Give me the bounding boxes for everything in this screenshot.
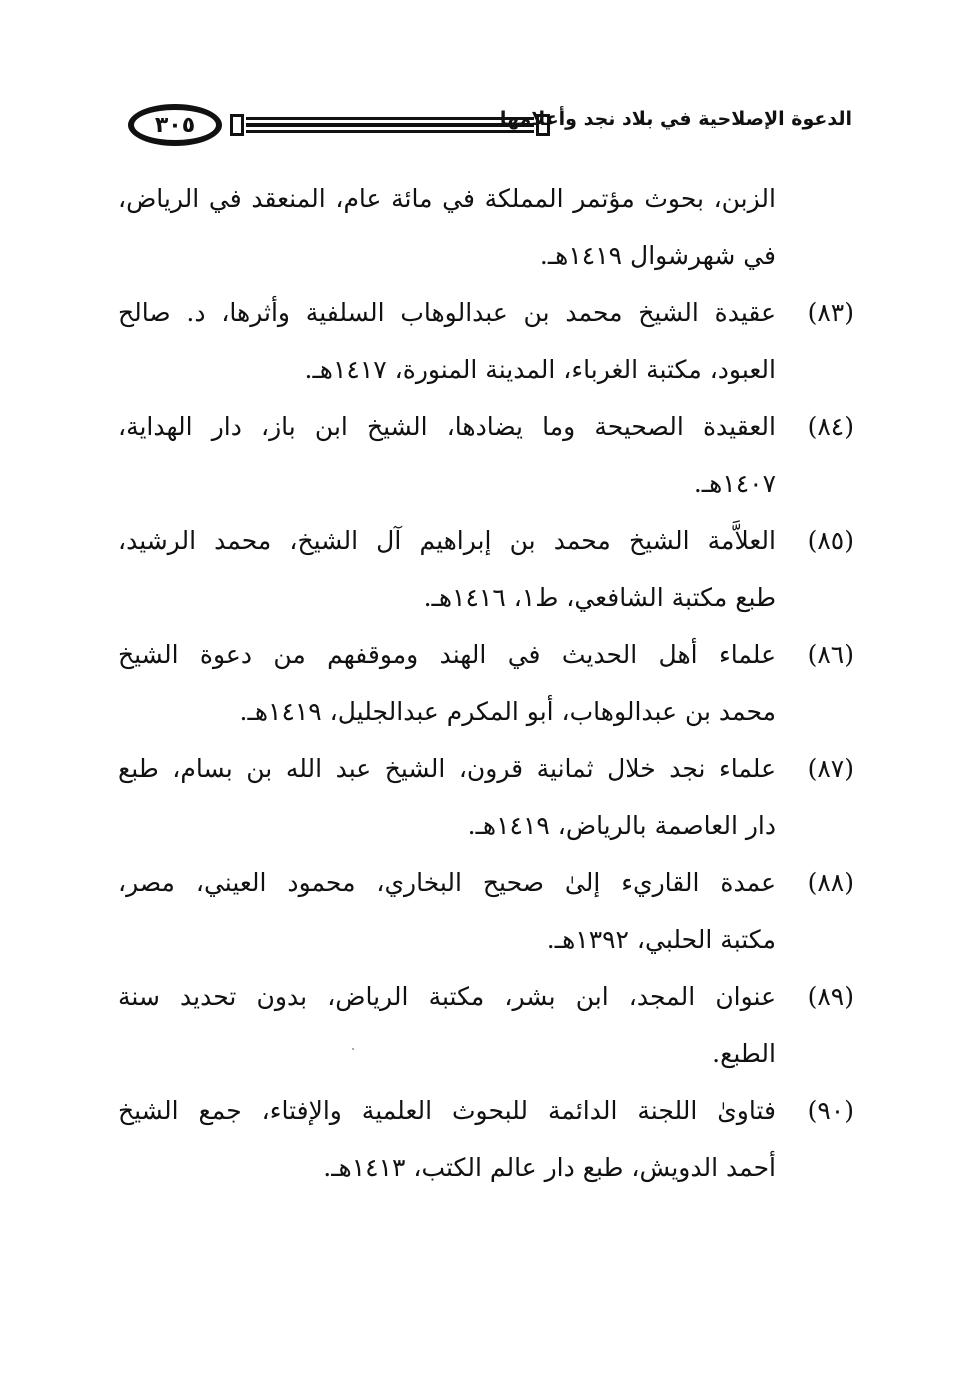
page-header	[118, 96, 852, 156]
entry-number: (٨٨)	[807, 868, 854, 897]
bibliography-entry	[118, 740, 854, 854]
entry-text-line-1: العقيدة الصحيحة وما يضادها، الشيخ ابن باز، دار الهداية،	[118, 412, 776, 441]
entry-text-line-1: عقيدة الشيخ محمد بن عبدالوهاب السلفية وأثرها، د. صالح	[118, 298, 776, 327]
entry-text-line-2: محمد بن عبدالوهاب، أبو المكرم عبدالجليل، ١٤١٩هـ.	[239, 697, 776, 726]
entry-number: (٨٥)	[807, 526, 854, 555]
page-number: ٣٠٥	[128, 104, 222, 146]
entry-text-line-1: عنوان المجد، ابن بشر، مكتبة الرياض، بدون تحديد سنة	[118, 982, 776, 1011]
entry-text-line-1: فتاوىٰ اللجنة الدائمة للبحوث العلمية والإفتاء، جمع الشيخ	[118, 1096, 776, 1125]
entry-text-line-2: دار العاصمة بالرياض، ١٤١٩هـ.	[467, 811, 776, 840]
entry-text-line-2: ١٤٠٧هـ.	[693, 469, 776, 498]
entry-text-line-1: علماء نجد خلال ثمانية قرون، الشيخ عبد الله بن بسام، طبع	[118, 754, 776, 783]
bibliography-entry	[118, 968, 854, 1082]
entry-text-line-2: طبع مكتبة الشافعي، ط١، ١٤١٦هـ.	[423, 583, 776, 612]
header-rule-left-block	[230, 114, 244, 136]
bibliography-entry	[118, 512, 854, 626]
bibliography-entry	[118, 1082, 854, 1196]
continuation-line-2: في شهرشوال ١٤١٩هـ.	[539, 241, 776, 270]
entry-text-line-2: أحمد الدويش، طبع دار عالم الكتب، ١٤١٣هـ.	[323, 1153, 776, 1182]
entry-number: (٩٠)	[807, 1096, 854, 1125]
entry-text-line-1: عمدة القاريء إلىٰ صحيح البخاري، محمود العيني، مصر،	[118, 868, 776, 897]
entry-number: (٨٧)	[807, 754, 854, 783]
entry-text-line-2: العبود، مكتبة الغرباء، المدينة المنورة، ١٤١٧هـ.	[304, 355, 776, 384]
continuation-line-1: الزبن، بحوث مؤتمر المملكة في مائة عام، المنعقد في الرياض،	[118, 184, 776, 213]
entry-number: (٨٤)	[807, 412, 854, 441]
entry-number: (٨٩)	[807, 982, 854, 1011]
scan-speck	[352, 1048, 354, 1050]
entry-text-line-1: العلاَّمة الشيخ محمد بن إبراهيم آل الشيخ، محمد الرشيد،	[118, 526, 776, 555]
bibliography-entry	[118, 398, 854, 512]
header-rule	[246, 117, 534, 133]
bibliography-entry	[118, 626, 854, 740]
entry-text-line-2: مكتبة الحلبي، ١٣٩٢هـ.	[546, 925, 776, 954]
entry-text-line-1: علماء أهل الحديث في الهند وموقفهم من دعوة الشيخ	[118, 640, 776, 669]
bibliography-entry	[118, 854, 854, 968]
running-title: الدعوة الإصلاحية في بلاد نجد وأعلامها	[499, 108, 852, 130]
entry-text-line-2: الطبع.	[712, 1039, 776, 1068]
bibliography-list	[118, 170, 854, 1196]
bibliography-entry	[118, 284, 854, 398]
entry-number: (٨٦)	[807, 640, 854, 669]
entry-number: (٨٣)	[807, 298, 854, 327]
